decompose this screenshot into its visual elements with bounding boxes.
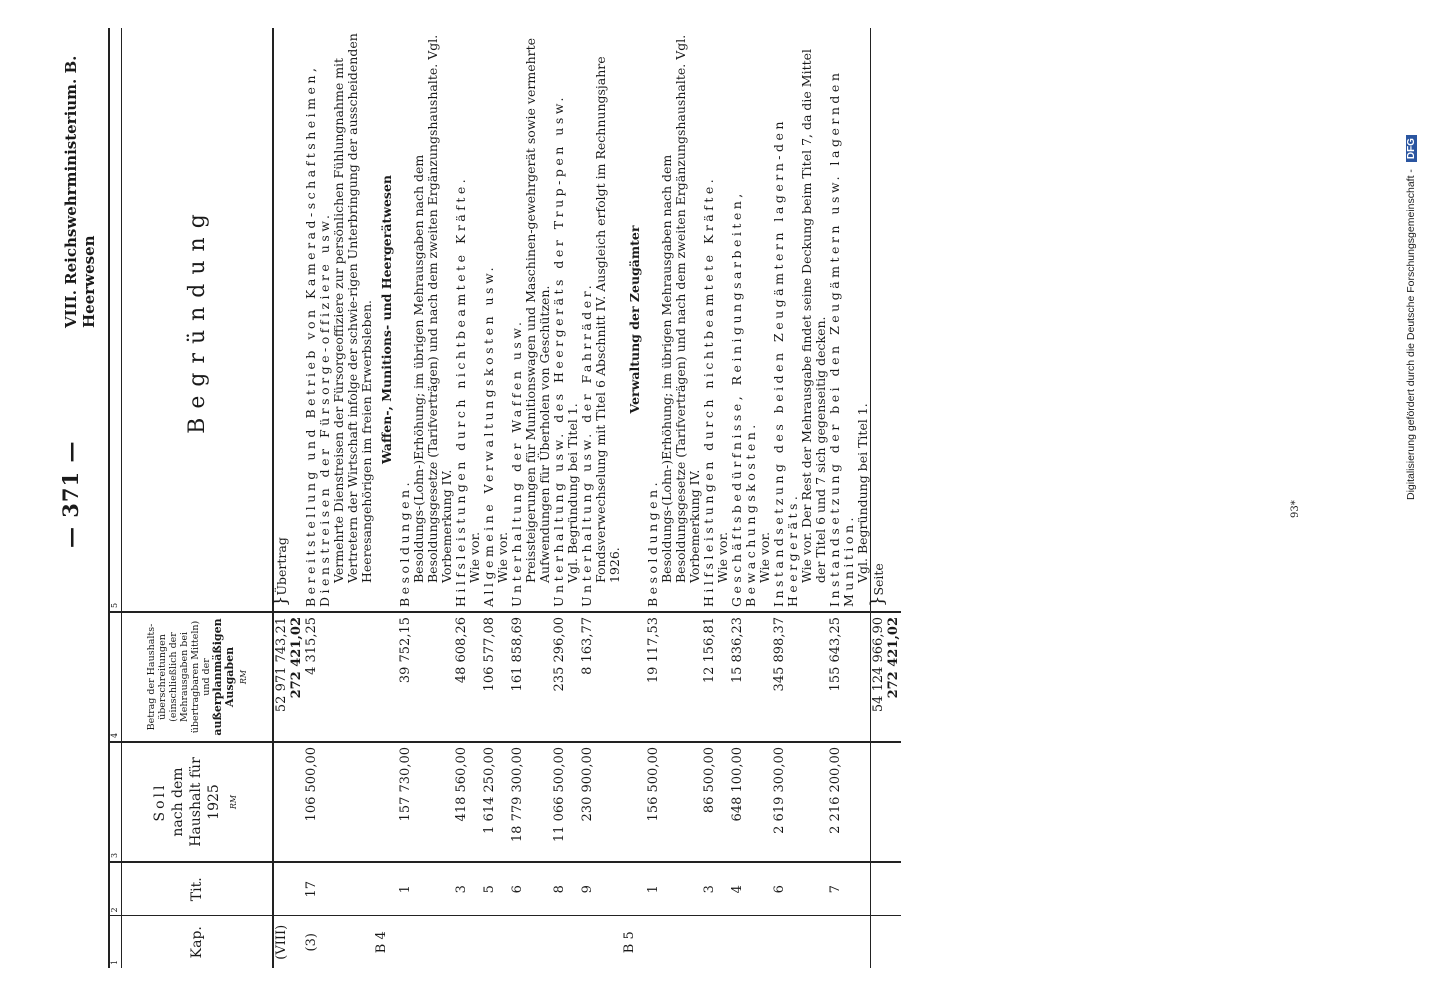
table-row	[772, 28, 828, 968]
document-page	[50, 28, 1400, 968]
row-text: Vermehrte Dienstreisen der Fürsorgeoffiziere zur persönlichen Fühlungnahme mit Vertretern der Wirtschaft infolge der schwie-rigen Unterbringung der ausscheidenden Heeresangehörigen im freien Erwerbsleben.	[331, 33, 374, 583]
betrag-cell: 155 643,25	[828, 612, 871, 742]
table-row-total	[871, 28, 902, 968]
kap-cell: B 5	[622, 916, 646, 968]
table-row	[552, 28, 580, 968]
col-number: 3	[109, 742, 122, 862]
uebertrag-label: Übertrag	[274, 537, 289, 596]
col-number: 1	[109, 916, 122, 968]
row-title: Allgemeine Verwaltungskosten usw.	[481, 263, 496, 607]
table-row-uebertrag	[273, 28, 304, 968]
soll-cell: 106 500,00	[304, 742, 374, 862]
betrag-cell: 15 836,23	[730, 612, 772, 742]
section-row-b4	[374, 28, 398, 968]
table-row	[482, 28, 510, 968]
page-mark: 93*	[1290, 500, 1301, 518]
table-row	[580, 28, 622, 968]
tit-cell: 1	[646, 862, 702, 916]
betrag-cell: 161 858,69	[510, 612, 552, 742]
betrag-cell: 106 577,08	[482, 612, 510, 742]
betrag-value: 52 971 743,21	[274, 617, 289, 713]
digitization-text: Digitalisierung gefördert durch die Deutsche Forschungsgemeinschaft -	[1405, 169, 1417, 500]
column-header-row	[122, 28, 274, 968]
betrag-value: 54 124 966,90	[871, 617, 886, 713]
betrag-cell: 48 608,26	[454, 612, 482, 742]
soll-currency: RM	[229, 794, 238, 810]
page-header	[50, 28, 110, 968]
text-cell: }Seite	[871, 28, 902, 612]
betrag-header-text: Betrag der Haushalts-überschreitungen (einschließlich der Mehrausgaben bei übertragbaren Mitteln) und der	[145, 620, 212, 734]
row-text: Vgl. Begründung bei Titel 1.	[855, 403, 870, 583]
row-title: Unterhaltung usw. des Heergeräts der Trup-pen usw.	[551, 94, 566, 607]
tit-header: Tit.	[122, 862, 274, 916]
row-text: Besoldungs-(Lohn-)Erhöhung; im übrigen Mehrausgaben nach dem Besoldungsgesetze (Tarifverträgen) und nach dem zweiten Ergänzungshaushalte. Vgl. Vorbemerkung IV.	[659, 34, 702, 583]
soll-cell: 648 100,00	[730, 742, 772, 862]
section-heading: Verwaltung der Zeugämter	[627, 225, 642, 414]
soll-header-rest: nach dem Haushalt für 1925	[170, 757, 222, 847]
tit-cell: 9	[580, 862, 622, 916]
betrag-currency: RM	[238, 669, 248, 685]
table-row	[454, 28, 482, 968]
tit-cell: 7	[828, 862, 871, 916]
row-title: Besoldungen.	[645, 478, 660, 607]
row-text: Vgl. Begründung bei Titel 1.	[565, 403, 580, 583]
betrag-cell: 19 117,53	[646, 612, 702, 742]
table-row	[702, 28, 730, 968]
dfg-logo: DFG	[1406, 135, 1417, 162]
col-number: 2	[109, 862, 122, 916]
betrag-cell: 8 163,77	[580, 612, 622, 742]
ministry-title: VIII. Reichswehrministerium. B. Heerwesen	[62, 55, 98, 328]
seite-label: Seite	[871, 563, 886, 596]
kap-header: Kap.	[122, 916, 274, 968]
tit-cell: 5	[482, 862, 510, 916]
col-number: 4	[109, 612, 122, 742]
soll-cell: 1 614 250,00	[482, 742, 510, 862]
soll-cell: 2 216 200,00	[828, 742, 871, 862]
budget-table	[108, 28, 901, 968]
table-row	[646, 28, 702, 968]
row-text: Fondsverwechselung mit Titel 6 Abschnitt IV. Ausgleich erfolgt im Rechnungsjahre 1926.	[593, 56, 622, 583]
soll-cell: 156 500,00	[646, 742, 702, 862]
row-title: Hilfsleistungen durch nichtbeamtete Kräfte.	[453, 175, 468, 607]
betrag-cell: 39 752,15	[398, 612, 454, 742]
section-heading: Waffen-, Munitions- und Heergerätwesen	[379, 174, 394, 465]
tit-cell: 6	[772, 862, 828, 916]
soll-header	[122, 742, 274, 862]
row-text: Wie vor.	[715, 531, 730, 583]
row-title: Geschäftsbedürfnisse, Reinigungsarbeiten, Bewachungskosten.	[729, 190, 758, 607]
soll-cell: 418 560,00	[454, 742, 482, 862]
soll-header-title: Soll	[152, 782, 168, 822]
column-number-row	[109, 28, 122, 968]
row-text: Preissteigerungen für Munitionswagen und Maschinen-gewehrgerät sowie vermehrte Aufwendungen für Überholen von Geschützen.	[523, 37, 552, 583]
betrag-cell: 4 315,25	[304, 612, 374, 742]
soll-cell: 18 779 300,00	[510, 742, 552, 862]
tit-cell: 3	[702, 862, 730, 916]
soll-cell: 157 730,00	[398, 742, 454, 862]
row-text: Besoldungs-(Lohn-)Erhöhung; im übrigen Mehrausgaben nach dem Besoldungsgesetze (Tarifverträgen) und nach dem zweiten Ergänzungshaushalte. Vgl. Vorbemerkung IV.	[411, 34, 454, 583]
row-title: Instandsetzung der bei den Zeugämtern usw. lagernden Munition.	[827, 69, 856, 607]
soll-cell: 11 066 500,00	[552, 742, 580, 862]
betrag-bold-value: 272 421,02	[289, 617, 304, 699]
row-title: Unterhaltung usw. der Fahrräder.	[579, 281, 594, 607]
soll-cell: 2 619 300,00	[772, 742, 828, 862]
betrag-bold-value: 272 421,02	[886, 617, 901, 699]
betrag-header-bold: außerplanmäßigen Ausgaben	[210, 618, 236, 736]
row-text: Wie vor. Der Rest der Mehrausgabe findet seine Deckung beim Titel 7, da die Mittel der Titel 6 und 7 sich gegenseitig decken.	[799, 48, 828, 583]
table-row	[510, 28, 552, 968]
tit-cell: 8	[552, 862, 580, 916]
tit-cell: 1	[398, 862, 454, 916]
row-text: Wie vor.	[495, 531, 510, 583]
row-text: Wie vor.	[757, 531, 772, 583]
row-text: Wie vor.	[467, 531, 482, 583]
betrag-cell: 12 156,81	[702, 612, 730, 742]
table-row	[304, 28, 374, 968]
betrag-cell	[871, 612, 902, 742]
row-title: Unterhaltung der Waffen usw.	[509, 318, 524, 607]
row-title: Bereitstellung und Betrieb von Kamerad-schaftsheimen, Dienstreisen der Fürsorge-offiziere usw.	[303, 64, 332, 607]
section-row-b5	[622, 28, 646, 968]
soll-cell: 230 900,00	[580, 742, 622, 862]
row-title: Instandsetzung des beiden Zeugämtern lagern-den Heergeräts.	[771, 118, 800, 607]
begruendung-header: Begründung	[122, 28, 274, 612]
betrag-cell	[273, 612, 304, 742]
row-title: Hilfsleistungen durch nichtbeamtete Kräfte.	[701, 175, 716, 607]
betrag-cell: 345 898,37	[772, 612, 828, 742]
table-row	[730, 28, 772, 968]
row-title: Besoldungen.	[397, 478, 412, 607]
table-row	[398, 28, 454, 968]
col-number: 5	[109, 28, 122, 612]
kap-cell: (VIII)	[273, 916, 304, 968]
page-number: — 371 —	[58, 440, 83, 548]
text-cell: }Übertrag	[270, 537, 291, 607]
betrag-header	[122, 612, 274, 742]
table-row	[828, 28, 871, 968]
tit-cell: 4	[730, 862, 772, 916]
text-cell	[304, 28, 374, 612]
betrag-cell: 235 296,00	[552, 612, 580, 742]
tit-cell: 17	[304, 862, 374, 916]
kap-cell: B 4	[374, 916, 398, 968]
soll-cell: 86 500,00	[702, 742, 730, 862]
kap-cell: (3)	[304, 916, 374, 968]
tit-cell: 3	[454, 862, 482, 916]
tit-cell: 6	[510, 862, 552, 916]
